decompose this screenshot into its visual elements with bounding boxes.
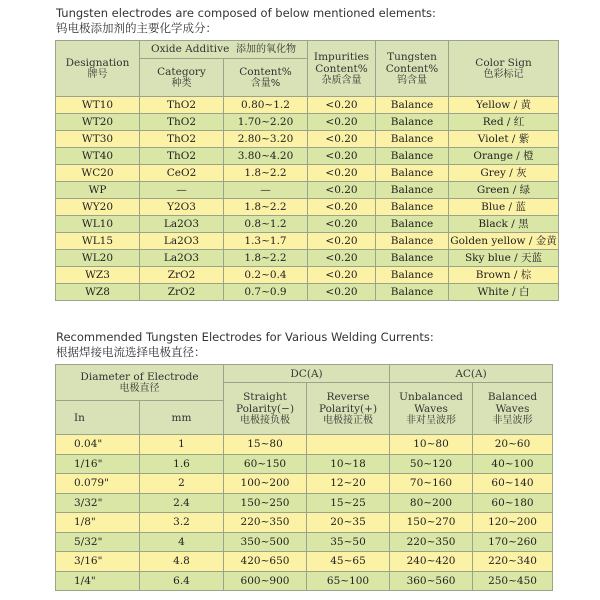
cell-content: 3.80~4.20: [224, 148, 308, 165]
cell-straight: 60~150: [224, 454, 307, 474]
cell-reverse: [307, 435, 390, 455]
cell-mm: 3.2: [140, 513, 224, 533]
cell-impurities: <0.20: [308, 165, 376, 182]
header-dc: DC(A): [224, 365, 390, 383]
cell-tungsten: Balance: [376, 114, 449, 131]
table-row: [56, 165, 559, 182]
cell-content: 1.3~1.7: [224, 233, 308, 250]
cell-content: 0.80~1.2: [224, 97, 308, 114]
cell-designation: WL20: [56, 250, 140, 267]
composition-heading-en: Tungsten electrodes are composed of below mentioned elements:: [56, 6, 436, 20]
cell-category: ThO2: [140, 97, 224, 114]
cell-impurities: <0.20: [308, 131, 376, 148]
cell-reverse: 35~50: [307, 532, 390, 552]
cell-balanced: 40~100: [473, 454, 553, 474]
cell-impurities: <0.20: [308, 199, 376, 216]
cell-straight: 600~900: [224, 571, 307, 591]
table-row: [56, 284, 559, 301]
cell-tungsten: Balance: [376, 199, 449, 216]
cell-content: 0.8~1.2: [224, 216, 308, 233]
cell-impurities: <0.20: [308, 267, 376, 284]
cell-straight: 220~350: [224, 513, 307, 533]
cell-straight: 350~500: [224, 532, 307, 552]
cell-category: —: [140, 182, 224, 199]
cell-unbalanced: 80~200: [390, 493, 473, 513]
table-row: [56, 513, 553, 533]
cell-tungsten: Balance: [376, 267, 449, 284]
cell-color: Grey / 灰: [449, 165, 559, 182]
cell-category: La2O3: [140, 250, 224, 267]
cell-impurities: <0.20: [308, 216, 376, 233]
cell-straight: 100~200: [224, 474, 307, 494]
table-row: [56, 114, 559, 131]
cell-balanced: 120~200: [473, 513, 553, 533]
cell-designation: WT30: [56, 131, 140, 148]
table-row: [56, 571, 553, 591]
cell-content: 0.2~0.4: [224, 267, 308, 284]
cell-tungsten: Balance: [376, 97, 449, 114]
table-row: [56, 199, 559, 216]
cell-color: Blue / 蓝: [449, 199, 559, 216]
cell-balanced: 250~450: [473, 571, 553, 591]
cell-in: 1/16": [56, 454, 140, 474]
cell-content: 0.7~0.9: [224, 284, 308, 301]
header-in: In: [56, 401, 140, 435]
cell-color: Brown / 棕: [449, 267, 559, 284]
cell-impurities: <0.20: [308, 97, 376, 114]
cell-straight: 150~250: [224, 493, 307, 513]
cell-mm: 1.6: [140, 454, 224, 474]
cell-tungsten: Balance: [376, 233, 449, 250]
table-row: [56, 250, 559, 267]
cell-tungsten: Balance: [376, 216, 449, 233]
cell-tungsten: Balance: [376, 182, 449, 199]
table-row: [56, 493, 553, 513]
cell-in: 5/32": [56, 532, 140, 552]
cell-tungsten: Balance: [376, 284, 449, 301]
cell-balanced: 220~340: [473, 552, 553, 572]
cell-impurities: <0.20: [308, 233, 376, 250]
header-category: Category 种类: [140, 59, 224, 97]
table-row: [56, 233, 559, 250]
header-content: Content% 含量%: [224, 59, 308, 97]
cell-designation: WZ8: [56, 284, 140, 301]
cell-balanced: 60~140: [473, 474, 553, 494]
cell-reverse: 10~18: [307, 454, 390, 474]
cell-designation: WY20: [56, 199, 140, 216]
header-color-sign: Color Sign 色彩标记: [449, 41, 559, 97]
cell-color: Red / 红: [449, 114, 559, 131]
header-diameter: Diameter of Electrode 电极直径: [56, 365, 224, 401]
cell-color: Yellow / 黄: [449, 97, 559, 114]
header-designation: Designation 牌号: [56, 41, 140, 97]
cell-category: ThO2: [140, 131, 224, 148]
cell-impurities: <0.20: [308, 284, 376, 301]
cell-in: 3/32": [56, 493, 140, 513]
cell-category: La2O3: [140, 233, 224, 250]
cell-tungsten: Balance: [376, 148, 449, 165]
cell-content: 1.8~2.2: [224, 250, 308, 267]
cell-designation: WC20: [56, 165, 140, 182]
header-ac: AC(A): [390, 365, 553, 383]
cell-mm: 6.4: [140, 571, 224, 591]
cell-unbalanced: 240~420: [390, 552, 473, 572]
cell-designation: WL15: [56, 233, 140, 250]
cell-in: 0.04": [56, 435, 140, 455]
cell-unbalanced: 10~80: [390, 435, 473, 455]
current-heading: [56, 330, 434, 360]
cell-category: CeO2: [140, 165, 224, 182]
cell-reverse: 12~20: [307, 474, 390, 494]
table-row: [56, 216, 559, 233]
cell-color: Golden yellow / 金黄: [449, 233, 559, 250]
cell-mm: 2.4: [140, 493, 224, 513]
current-heading-en: Recommended Tungsten Electrodes for Various Welding Currents:: [56, 330, 434, 344]
composition-table: [55, 40, 559, 301]
cell-category: Y2O3: [140, 199, 224, 216]
cell-reverse: 15~25: [307, 493, 390, 513]
cell-content: 1.8~2.2: [224, 165, 308, 182]
cell-color: Black / 黑: [449, 216, 559, 233]
cell-color: Orange / 橙: [449, 148, 559, 165]
cell-designation: WP: [56, 182, 140, 199]
cell-in: 3/16": [56, 552, 140, 572]
cell-color: Green / 绿: [449, 182, 559, 199]
table-row: [56, 532, 553, 552]
cell-content: 2.80~3.20: [224, 131, 308, 148]
cell-content: —: [224, 182, 308, 199]
cell-mm: 2: [140, 474, 224, 494]
table-row: [56, 148, 559, 165]
cell-designation: WT20: [56, 114, 140, 131]
cell-tungsten: Balance: [376, 250, 449, 267]
table-row: [56, 435, 553, 455]
cell-unbalanced: 220~350: [390, 532, 473, 552]
cell-impurities: <0.20: [308, 114, 376, 131]
cell-category: ThO2: [140, 148, 224, 165]
cell-designation: WL10: [56, 216, 140, 233]
cell-mm: 1: [140, 435, 224, 455]
cell-impurities: <0.20: [308, 250, 376, 267]
header-oxide-additive: Oxide Additive 添加的氧化物: [140, 41, 308, 59]
cell-reverse: 20~35: [307, 513, 390, 533]
cell-unbalanced: 50~120: [390, 454, 473, 474]
header-tungsten: Tungsten Content% 钨含量: [376, 41, 449, 97]
cell-designation: WT40: [56, 148, 140, 165]
header-balanced: Balanced Waves 非呈波形: [473, 383, 553, 435]
cell-color: White / 白: [449, 284, 559, 301]
table-row: [56, 182, 559, 199]
cell-impurities: <0.20: [308, 148, 376, 165]
table-row: [56, 131, 559, 148]
cell-impurities: <0.20: [308, 182, 376, 199]
table-row: [56, 474, 553, 494]
header-impurities: Impurities Content% 杂质含量: [308, 41, 376, 97]
cell-category: ThO2: [140, 114, 224, 131]
cell-color: Violet / 紫: [449, 131, 559, 148]
cell-tungsten: Balance: [376, 165, 449, 182]
table-row: [56, 454, 553, 474]
current-heading-cn: 根据焊接电流选择电极直径：: [56, 345, 206, 359]
header-straight: Straight Polarity(−) 电极接负极: [224, 383, 307, 435]
cell-color: Sky blue / 天蓝: [449, 250, 559, 267]
table-row: [56, 552, 553, 572]
cell-category: La2O3: [140, 216, 224, 233]
cell-balanced: 20~60: [473, 435, 553, 455]
cell-tungsten: Balance: [376, 131, 449, 148]
current-table: [55, 364, 553, 591]
cell-designation: WZ3: [56, 267, 140, 284]
cell-content: 1.8~2.2: [224, 199, 308, 216]
cell-category: ZrO2: [140, 267, 224, 284]
cell-designation: WT10: [56, 97, 140, 114]
composition-heading-cn: 钨电极添加剂的主要化学成分：: [56, 21, 217, 35]
cell-balanced: 170~260: [473, 532, 553, 552]
composition-heading: [56, 6, 436, 36]
cell-balanced: 60~180: [473, 493, 553, 513]
cell-unbalanced: 70~160: [390, 474, 473, 494]
cell-reverse: 45~65: [307, 552, 390, 572]
cell-straight: 420~650: [224, 552, 307, 572]
table-row: [56, 97, 559, 114]
header-reverse: Reverse Polarity(+) 电极接正极: [307, 383, 390, 435]
cell-unbalanced: 150~270: [390, 513, 473, 533]
cell-mm: 4: [140, 532, 224, 552]
cell-content: 1.70~2.20: [224, 114, 308, 131]
cell-reverse: 65~100: [307, 571, 390, 591]
header-mm: mm: [140, 401, 224, 435]
cell-mm: 4.8: [140, 552, 224, 572]
cell-straight: 15~80: [224, 435, 307, 455]
header-unbalanced: Unbalanced Waves 非对呈波形: [390, 383, 473, 435]
cell-category: ZrO2: [140, 284, 224, 301]
cell-in: 1/8": [56, 513, 140, 533]
table-row: [56, 267, 559, 284]
cell-in: 1/4": [56, 571, 140, 591]
cell-in: 0.079": [56, 474, 140, 494]
cell-unbalanced: 360~560: [390, 571, 473, 591]
